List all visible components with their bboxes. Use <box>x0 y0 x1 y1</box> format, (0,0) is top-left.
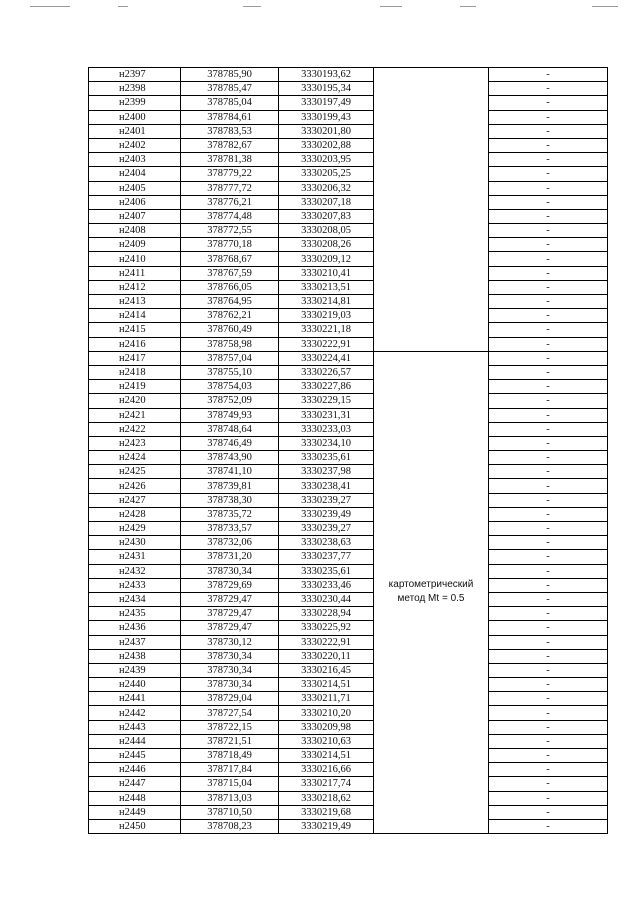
y-coordinate-cell: 3330216,66 <box>279 763 374 777</box>
point-id-cell: н2430 <box>89 536 181 550</box>
note-cell: - <box>489 734 608 748</box>
table-row <box>89 209 608 223</box>
y-coordinate-cell: 3330239,49 <box>279 507 374 521</box>
point-id-cell: н2406 <box>89 195 181 209</box>
coordinates-table <box>88 67 608 834</box>
point-id-cell: н2415 <box>89 323 181 337</box>
y-coordinate-cell: 3330222,91 <box>279 337 374 351</box>
point-id-cell: н2402 <box>89 138 181 152</box>
point-id-cell: н2404 <box>89 167 181 181</box>
note-cell: - <box>489 692 608 706</box>
point-id-cell: н2441 <box>89 692 181 706</box>
note-cell: - <box>489 408 608 422</box>
table-row <box>89 635 608 649</box>
y-coordinate-cell: 3330238,63 <box>279 536 374 550</box>
table-row <box>89 238 608 252</box>
table-row <box>89 777 608 791</box>
table-row <box>89 436 608 450</box>
note-cell: - <box>489 96 608 110</box>
point-id-cell: н2418 <box>89 365 181 379</box>
note-cell: - <box>489 295 608 309</box>
table-row <box>89 181 608 195</box>
table-row <box>89 124 608 138</box>
y-coordinate-cell: 3330201,80 <box>279 124 374 138</box>
point-id-cell: н2428 <box>89 507 181 521</box>
y-coordinate-cell: 3330205,25 <box>279 167 374 181</box>
point-id-cell: н2431 <box>89 550 181 564</box>
point-id-cell: н2417 <box>89 351 181 365</box>
y-coordinate-cell: 3330218,62 <box>279 791 374 805</box>
point-id-cell: н2400 <box>89 110 181 124</box>
note-cell: - <box>489 607 608 621</box>
point-id-cell: н2423 <box>89 436 181 450</box>
point-id-cell: н2448 <box>89 791 181 805</box>
x-coordinate-cell: 378757,04 <box>181 351 279 365</box>
table-row <box>89 408 608 422</box>
note-cell: - <box>489 266 608 280</box>
x-coordinate-cell: 378748,64 <box>181 422 279 436</box>
note-cell: - <box>489 522 608 536</box>
table-row <box>89 266 608 280</box>
y-coordinate-cell: 3330214,81 <box>279 295 374 309</box>
table-row <box>89 749 608 763</box>
note-cell: - <box>489 252 608 266</box>
x-coordinate-cell: 378708,23 <box>181 819 279 833</box>
x-coordinate-cell: 378777,72 <box>181 181 279 195</box>
y-coordinate-cell: 3330234,10 <box>279 436 374 450</box>
x-coordinate-cell: 378762,21 <box>181 309 279 323</box>
point-id-cell: н2408 <box>89 224 181 238</box>
y-coordinate-cell: 3330217,74 <box>279 777 374 791</box>
note-cell: - <box>489 536 608 550</box>
scan-header-marks <box>0 0 640 20</box>
point-id-cell: н2416 <box>89 337 181 351</box>
point-id-cell: н2407 <box>89 209 181 223</box>
note-cell: - <box>489 550 608 564</box>
y-coordinate-cell: 3330226,57 <box>279 365 374 379</box>
x-coordinate-cell: 378772,55 <box>181 224 279 238</box>
table-row <box>89 763 608 777</box>
y-coordinate-cell: 3330230,44 <box>279 592 374 606</box>
table-row <box>89 706 608 720</box>
y-coordinate-cell: 3330209,12 <box>279 252 374 266</box>
note-cell: - <box>489 138 608 152</box>
point-id-cell: н2399 <box>89 96 181 110</box>
table-row <box>89 380 608 394</box>
y-coordinate-cell: 3330235,61 <box>279 451 374 465</box>
table-row <box>89 649 608 663</box>
point-id-cell: н2422 <box>89 422 181 436</box>
y-coordinate-cell: 3330229,15 <box>279 394 374 408</box>
y-coordinate-cell: 3330237,98 <box>279 465 374 479</box>
point-id-cell: н2438 <box>89 649 181 663</box>
note-cell: - <box>489 380 608 394</box>
point-id-cell: н2432 <box>89 564 181 578</box>
y-coordinate-cell: 3330195,34 <box>279 82 374 96</box>
note-cell: - <box>489 621 608 635</box>
table-row <box>89 522 608 536</box>
y-coordinate-cell: 3330220,11 <box>279 649 374 663</box>
y-coordinate-cell: 3330214,51 <box>279 678 374 692</box>
x-coordinate-cell: 378729,04 <box>181 692 279 706</box>
table-row <box>89 507 608 521</box>
x-coordinate-cell: 378739,81 <box>181 479 279 493</box>
y-coordinate-cell: 3330202,88 <box>279 138 374 152</box>
y-coordinate-cell: 3330208,26 <box>279 238 374 252</box>
x-coordinate-cell: 378767,59 <box>181 266 279 280</box>
table-row <box>89 621 608 635</box>
x-coordinate-cell: 378729,47 <box>181 592 279 606</box>
method-cell <box>374 351 489 833</box>
table-row <box>89 550 608 564</box>
y-coordinate-cell: 3330219,03 <box>279 309 374 323</box>
note-cell: - <box>489 124 608 138</box>
x-coordinate-cell: 378733,57 <box>181 522 279 536</box>
note-cell: - <box>489 819 608 833</box>
y-coordinate-cell: 3330219,68 <box>279 805 374 819</box>
x-coordinate-cell: 378785,04 <box>181 96 279 110</box>
note-cell: - <box>489 749 608 763</box>
point-id-cell: н2444 <box>89 734 181 748</box>
method-cell-empty <box>374 68 489 352</box>
table-row <box>89 578 608 592</box>
point-id-cell: н2440 <box>89 678 181 692</box>
y-coordinate-cell: 3330210,20 <box>279 706 374 720</box>
x-coordinate-cell: 378730,12 <box>181 635 279 649</box>
table-row <box>89 720 608 734</box>
note-cell: - <box>489 209 608 223</box>
note-cell: - <box>489 805 608 819</box>
x-coordinate-cell: 378776,21 <box>181 195 279 209</box>
point-id-cell: н2447 <box>89 777 181 791</box>
x-coordinate-cell: 378768,67 <box>181 252 279 266</box>
table-row <box>89 280 608 294</box>
note-cell: - <box>489 280 608 294</box>
note-cell: - <box>489 592 608 606</box>
table-row <box>89 365 608 379</box>
y-coordinate-cell: 3330233,03 <box>279 422 374 436</box>
x-coordinate-cell: 378783,53 <box>181 124 279 138</box>
x-coordinate-cell: 378752,09 <box>181 394 279 408</box>
y-coordinate-cell: 3330227,86 <box>279 380 374 394</box>
point-id-cell: н2397 <box>89 68 181 82</box>
note-cell: - <box>489 323 608 337</box>
y-coordinate-cell: 3330207,18 <box>279 195 374 209</box>
x-coordinate-cell: 378730,34 <box>181 663 279 677</box>
x-coordinate-cell: 378781,38 <box>181 153 279 167</box>
x-coordinate-cell: 378743,90 <box>181 451 279 465</box>
y-coordinate-cell: 3330233,46 <box>279 578 374 592</box>
y-coordinate-cell: 3330238,41 <box>279 479 374 493</box>
note-cell: - <box>489 110 608 124</box>
table-row <box>89 309 608 323</box>
y-coordinate-cell: 3330216,45 <box>279 663 374 677</box>
y-coordinate-cell: 3330203,95 <box>279 153 374 167</box>
point-id-cell: н2442 <box>89 706 181 720</box>
x-coordinate-cell: 378754,03 <box>181 380 279 394</box>
point-id-cell: н2419 <box>89 380 181 394</box>
x-coordinate-cell: 378782,67 <box>181 138 279 152</box>
point-id-cell: н2433 <box>89 578 181 592</box>
point-id-cell: н2429 <box>89 522 181 536</box>
x-coordinate-cell: 378784,61 <box>181 110 279 124</box>
x-coordinate-cell: 378710,50 <box>181 805 279 819</box>
point-id-cell: н2436 <box>89 621 181 635</box>
note-cell: - <box>489 394 608 408</box>
x-coordinate-cell: 378785,47 <box>181 82 279 96</box>
note-cell: - <box>489 649 608 663</box>
point-id-cell: н2425 <box>89 465 181 479</box>
x-coordinate-cell: 378770,18 <box>181 238 279 252</box>
table-row <box>89 351 608 365</box>
x-coordinate-cell: 378732,06 <box>181 536 279 550</box>
note-cell: - <box>489 791 608 805</box>
point-id-cell: н2435 <box>89 607 181 621</box>
x-coordinate-cell: 378758,98 <box>181 337 279 351</box>
note-cell: - <box>489 763 608 777</box>
point-id-cell: н2443 <box>89 720 181 734</box>
table-row <box>89 692 608 706</box>
y-coordinate-cell: 3330222,91 <box>279 635 374 649</box>
x-coordinate-cell: 378741,10 <box>181 465 279 479</box>
note-cell: - <box>489 224 608 238</box>
table-row <box>89 791 608 805</box>
note-cell: - <box>489 777 608 791</box>
point-id-cell: н2437 <box>89 635 181 649</box>
point-id-cell: н2409 <box>89 238 181 252</box>
y-coordinate-cell: 3330211,71 <box>279 692 374 706</box>
note-cell: - <box>489 351 608 365</box>
note-cell: - <box>489 663 608 677</box>
x-coordinate-cell: 378718,49 <box>181 749 279 763</box>
y-coordinate-cell: 3330210,63 <box>279 734 374 748</box>
table-row <box>89 479 608 493</box>
table-row <box>89 195 608 209</box>
y-coordinate-cell: 3330214,51 <box>279 749 374 763</box>
x-coordinate-cell: 378730,34 <box>181 649 279 663</box>
y-coordinate-cell: 3330239,27 <box>279 493 374 507</box>
table-row <box>89 592 608 606</box>
table-row <box>89 607 608 621</box>
x-coordinate-cell: 378760,49 <box>181 323 279 337</box>
y-coordinate-cell: 3330221,18 <box>279 323 374 337</box>
x-coordinate-cell: 378729,47 <box>181 621 279 635</box>
note-cell: - <box>489 578 608 592</box>
y-coordinate-cell: 3330207,83 <box>279 209 374 223</box>
point-id-cell: н2449 <box>89 805 181 819</box>
point-id-cell: н2413 <box>89 295 181 309</box>
x-coordinate-cell: 378738,30 <box>181 493 279 507</box>
x-coordinate-cell: 378715,04 <box>181 777 279 791</box>
x-coordinate-cell: 378766,05 <box>181 280 279 294</box>
table-row <box>89 68 608 82</box>
table-row <box>89 337 608 351</box>
table-row <box>89 295 608 309</box>
table-row <box>89 564 608 578</box>
table-row <box>89 819 608 833</box>
y-coordinate-cell: 3330213,51 <box>279 280 374 294</box>
y-coordinate-cell: 3330219,49 <box>279 819 374 833</box>
note-cell: - <box>489 507 608 521</box>
y-coordinate-cell: 3330228,94 <box>279 607 374 621</box>
note-cell: - <box>489 493 608 507</box>
y-coordinate-cell: 3330208,05 <box>279 224 374 238</box>
y-coordinate-cell: 3330239,27 <box>279 522 374 536</box>
table-row <box>89 224 608 238</box>
note-cell: - <box>489 465 608 479</box>
note-cell: - <box>489 451 608 465</box>
point-id-cell: н2403 <box>89 153 181 167</box>
x-coordinate-cell: 378729,69 <box>181 578 279 592</box>
point-id-cell: н2420 <box>89 394 181 408</box>
y-coordinate-cell: 3330235,61 <box>279 564 374 578</box>
table-row <box>89 465 608 479</box>
x-coordinate-cell: 378764,95 <box>181 295 279 309</box>
table-row <box>89 138 608 152</box>
note-cell: - <box>489 678 608 692</box>
x-coordinate-cell: 378749,93 <box>181 408 279 422</box>
table-row <box>89 805 608 819</box>
x-coordinate-cell: 378729,47 <box>181 607 279 621</box>
y-coordinate-cell: 3330193,62 <box>279 68 374 82</box>
point-id-cell: н2424 <box>89 451 181 465</box>
x-coordinate-cell: 378785,90 <box>181 68 279 82</box>
table-row <box>89 110 608 124</box>
x-coordinate-cell: 378721,51 <box>181 734 279 748</box>
x-coordinate-cell: 378774,48 <box>181 209 279 223</box>
note-cell: - <box>489 309 608 323</box>
table-row <box>89 734 608 748</box>
note-cell: - <box>489 337 608 351</box>
table-row <box>89 493 608 507</box>
table-row <box>89 167 608 181</box>
point-id-cell: н2412 <box>89 280 181 294</box>
note-cell: - <box>489 365 608 379</box>
point-id-cell: н2414 <box>89 309 181 323</box>
note-cell: - <box>489 720 608 734</box>
x-coordinate-cell: 378746,49 <box>181 436 279 450</box>
note-cell: - <box>489 238 608 252</box>
note-cell: - <box>489 153 608 167</box>
method-line-2: метод Mt = 0.5 <box>397 593 465 605</box>
x-coordinate-cell: 378713,03 <box>181 791 279 805</box>
y-coordinate-cell: 3330224,41 <box>279 351 374 365</box>
x-coordinate-cell: 378722,15 <box>181 720 279 734</box>
note-cell: - <box>489 422 608 436</box>
x-coordinate-cell: 378730,34 <box>181 678 279 692</box>
table-row <box>89 82 608 96</box>
table-row <box>89 252 608 266</box>
point-id-cell: н2427 <box>89 493 181 507</box>
y-coordinate-cell: 3330237,77 <box>279 550 374 564</box>
x-coordinate-cell: 378730,34 <box>181 564 279 578</box>
point-id-cell: н2398 <box>89 82 181 96</box>
note-cell: - <box>489 706 608 720</box>
table-row <box>89 323 608 337</box>
point-id-cell: н2401 <box>89 124 181 138</box>
method-line-1: картометрический <box>388 579 474 591</box>
x-coordinate-cell: 378779,22 <box>181 167 279 181</box>
table-row <box>89 663 608 677</box>
note-cell: - <box>489 82 608 96</box>
point-id-cell: н2450 <box>89 819 181 833</box>
table-row <box>89 96 608 110</box>
note-cell: - <box>489 564 608 578</box>
table-row <box>89 536 608 550</box>
point-id-cell: н2426 <box>89 479 181 493</box>
y-coordinate-cell: 3330209,98 <box>279 720 374 734</box>
note-cell: - <box>489 181 608 195</box>
note-cell: - <box>489 635 608 649</box>
point-id-cell: н2439 <box>89 663 181 677</box>
point-id-cell: н2446 <box>89 763 181 777</box>
y-coordinate-cell: 3330210,41 <box>279 266 374 280</box>
point-id-cell: н2445 <box>89 749 181 763</box>
x-coordinate-cell: 378735,72 <box>181 507 279 521</box>
note-cell: - <box>489 167 608 181</box>
note-cell: - <box>489 68 608 82</box>
table-row <box>89 153 608 167</box>
table-row <box>89 422 608 436</box>
y-coordinate-cell: 3330199,43 <box>279 110 374 124</box>
point-id-cell: н2411 <box>89 266 181 280</box>
x-coordinate-cell: 378755,10 <box>181 365 279 379</box>
y-coordinate-cell: 3330206,32 <box>279 181 374 195</box>
table-row <box>89 678 608 692</box>
x-coordinate-cell: 378727,54 <box>181 706 279 720</box>
note-cell: - <box>489 195 608 209</box>
point-id-cell: н2421 <box>89 408 181 422</box>
y-coordinate-cell: 3330225,92 <box>279 621 374 635</box>
point-id-cell: н2405 <box>89 181 181 195</box>
coordinates-table-body <box>89 68 608 834</box>
table-row <box>89 451 608 465</box>
x-coordinate-cell: 378731,20 <box>181 550 279 564</box>
y-coordinate-cell: 3330197,49 <box>279 96 374 110</box>
note-cell: - <box>489 436 608 450</box>
x-coordinate-cell: 378717,84 <box>181 763 279 777</box>
table-row <box>89 394 608 408</box>
point-id-cell: н2434 <box>89 592 181 606</box>
y-coordinate-cell: 3330231,31 <box>279 408 374 422</box>
note-cell: - <box>489 479 608 493</box>
point-id-cell: н2410 <box>89 252 181 266</box>
